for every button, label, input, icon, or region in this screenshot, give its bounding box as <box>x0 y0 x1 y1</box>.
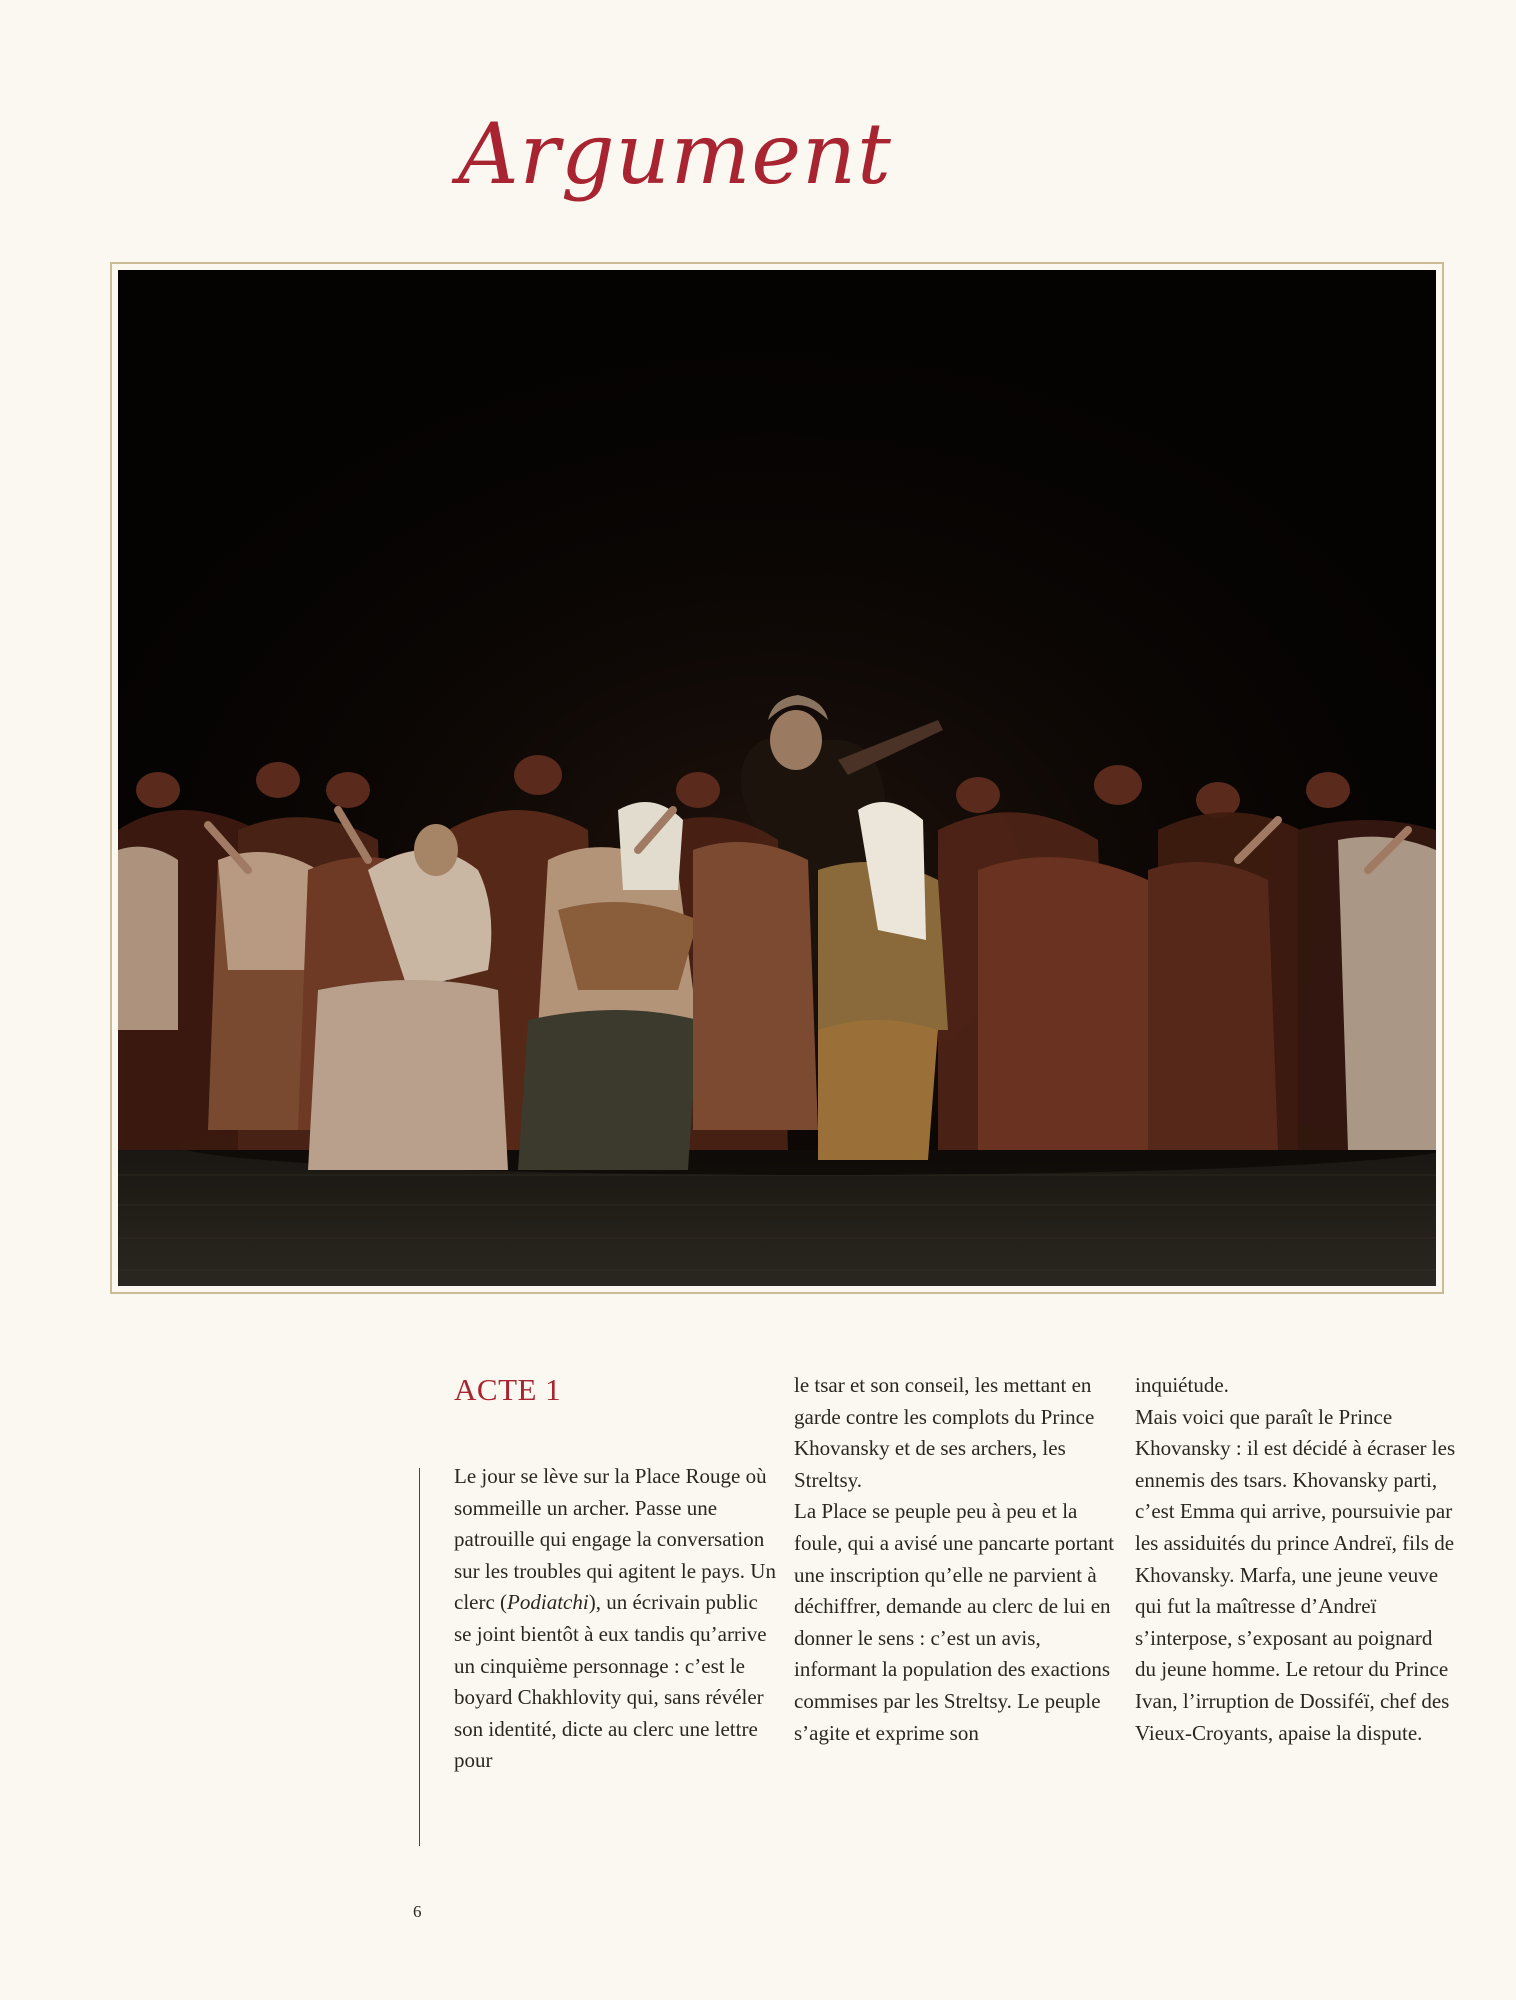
text-column-2 <box>794 1370 1116 1749</box>
stage-photo <box>118 270 1436 1286</box>
stage-photo-crowd <box>118 270 1436 1286</box>
column-rule <box>419 1468 420 1846</box>
paragraph-5: Mais voici que paraît le Prince Khovansky : il est décidé à écraser les ennemis des tsars. Khovansky parti, c’est Emma qui arrive, poursuivie par les assiduités du prince Andreï, fils de Khovansky. Marfa, une jeune veuve qui fut la maîtresse d’Andreï s’interpose, s’exposant au poignard du jeune homme. Le retour du Prince Ivan, l’irruption de Dossiféï, chef des Vieux-Croyants, apaise la dispute. <box>1135 1404 1456 1745</box>
text-column-3 <box>1135 1370 1457 1749</box>
paragraph-4: inquiétude. <box>1135 1373 1229 1397</box>
page-title: Argument <box>458 105 892 203</box>
text-run: Le jour se lève sur la Place Rouge où sommeille un archer. Passe une patrouille qui engage la conversation sur les troubles qui agitent le pays. Un clerc ( <box>454 1464 776 1615</box>
paragraph-3: La Place se peuple peu à peu et la foule, qui a avisé une pancarte portant une inscription qu’elle ne parvient à déchiffrer, demande au clerc de lui en donner le sens : c’est un avis, informant la population des exactions commises par les Streltsy. Le peuple s’agite et exprime son <box>794 1499 1115 1745</box>
text-column-1 <box>454 1370 776 1777</box>
paragraph-1 <box>454 1461 776 1777</box>
paragraph-2: le tsar et son conseil, les mettant en garde contre les complots du Prince Khovansky et de ses archers, les Streltsy. <box>794 1373 1095 1492</box>
photo-frame <box>110 262 1444 1294</box>
text-run: ), un écrivain public se joint bientôt à eux tandis qu’arrive un cinquième personnage : c’est le boyard Chakhlovity qui, sans révéler son identité, dicte au clerc une lettre pour <box>454 1590 767 1773</box>
emphasis-podiatchi: Podiatchi <box>507 1590 589 1615</box>
section-heading: ACTE 1 <box>454 1372 562 1407</box>
page-number: 6 <box>413 1902 422 1921</box>
